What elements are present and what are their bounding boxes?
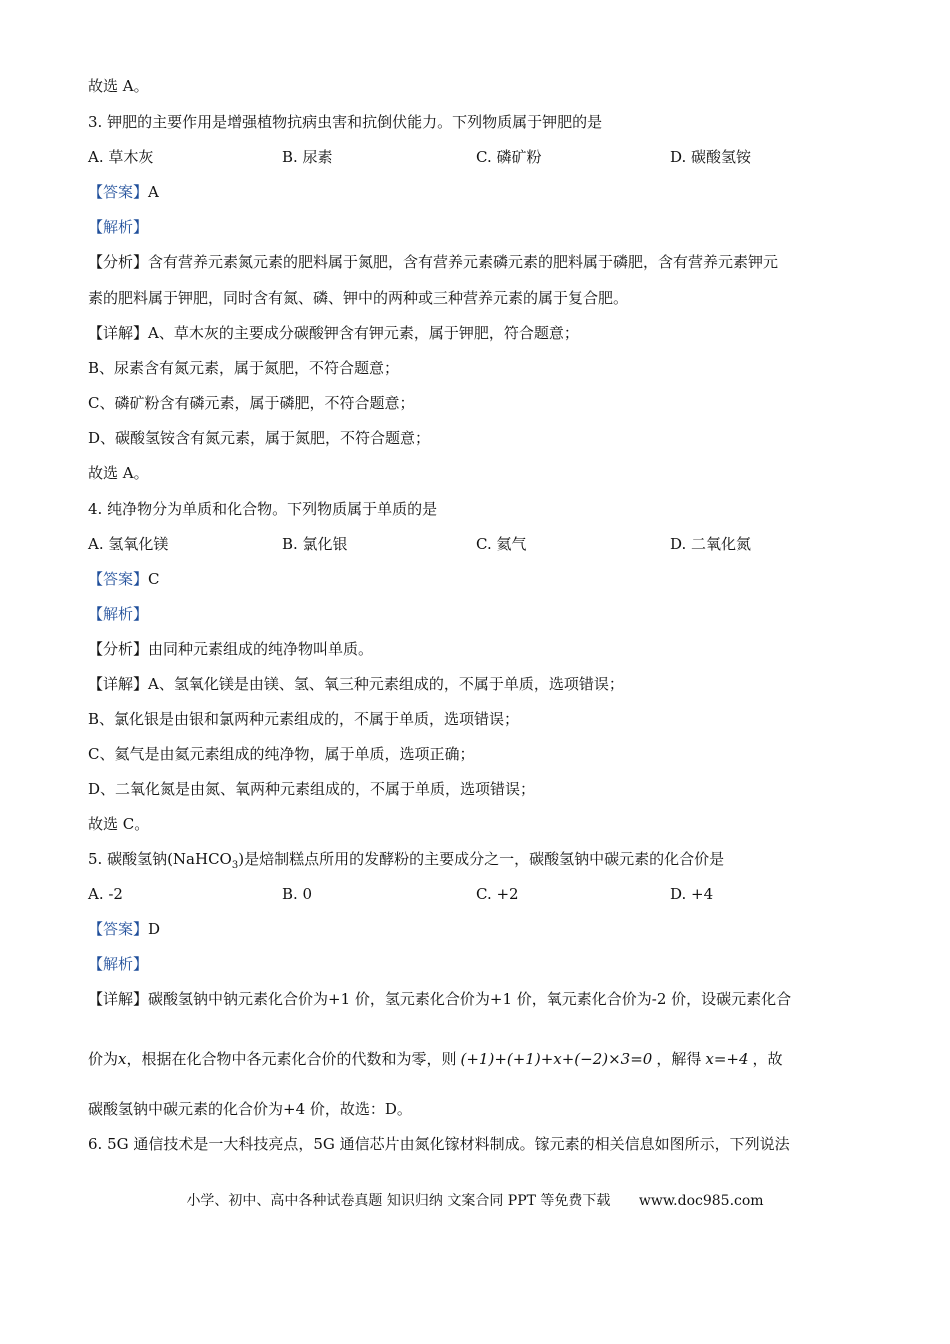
q3-conclusion: 故选 A。 (88, 464, 149, 482)
text-segment: ，故 (752, 1050, 783, 1068)
text-segment: ，根据在化合物中各元素化合价的代数和为零，则 (126, 1050, 457, 1068)
q5-option-c: C. +2 (476, 885, 519, 903)
question-3-stem: 3. 钾肥的主要作用是增强植物抗病虫害和抗倒伏能力。下列物质属于钾肥的是 (88, 113, 603, 131)
q4-xiangjie-a (88, 674, 624, 694)
conclusion-line: 故选 A。 (88, 77, 149, 95)
answer-value: C (148, 570, 160, 588)
q5-analysis-heading: 【解析】 (88, 955, 149, 973)
q4-option-c: C. 氦气 (476, 535, 527, 553)
xiangjie-text: A、氢氧化镁是由镁、氢、氧三种元素组成的，不属于单质，选项错误； (148, 675, 624, 693)
q3-option-b: B. 尿素 (282, 148, 333, 166)
answer-tag: 【答案】 (88, 183, 149, 201)
footer-url[interactable]: www.doc985.com (638, 1193, 764, 1209)
q5-answer (88, 919, 160, 939)
text-segment: 价为 (88, 1050, 119, 1068)
q3-xiangjie-b: B、尿素含有氮元素，属于氮肥，不符合题意； (88, 359, 400, 377)
xiangjie-text: A、草木灰的主要成分碳酸钾含有钾元素，属于钾肥，符合题意； (148, 324, 579, 342)
fenxi-text: 由同种元素组成的纯净物叫单质。 (148, 640, 374, 658)
footer-text: 小学、初中、高中各种试卷真题 知识归纳 文案合同 PPT 等免费下载 (186, 1193, 611, 1209)
fenxi-text: 含有营养元素氮元素的肥料属于氮肥，含有营养元素磷元素的肥料属于磷肥，含有营养元素钾元 (148, 253, 779, 271)
q5-option-d: D. +4 (670, 885, 714, 903)
variable-x: x (118, 1050, 127, 1068)
q4-analysis-heading: 【解析】 (88, 605, 149, 623)
xiangjie-tag: 【详解】 (88, 324, 149, 342)
fenxi-tag: 【分析】 (88, 640, 149, 658)
q4-answer (88, 569, 160, 589)
q3-analysis-heading: 【解析】 (88, 218, 149, 236)
q4-conclusion: 故选 C。 (88, 815, 150, 833)
q3-answer (88, 182, 159, 202)
q5-xiangjie-1 (88, 989, 791, 1009)
q5-stem-sub: 3 (231, 860, 239, 871)
q5-option-a: A. -2 (88, 885, 123, 903)
question-6-stem: 6. 5G 通信技术是一大科技亮点，5G 通信芯片由氮化镓材料制成。镓元素的相关信息如图所示，下列说法 (88, 1135, 790, 1153)
answer-tag: 【答案】 (88, 920, 149, 938)
fenxi-tag: 【分析】 (88, 253, 149, 271)
q4-option-d: D. 二氧化氮 (670, 535, 752, 553)
q3-fenxi-2: 素的肥料属于钾肥，同时含有氮、磷、钾中的两种或三种营养元素的属于复合肥。 (88, 289, 629, 307)
q5-xiangjie-3: 碳酸氢钠中碳元素的化合价为+4 价，故选：D。 (88, 1100, 412, 1118)
xiangjie-text: 碳酸氢钠中钠元素化合价为+1 价，氢元素化合价为+1 价，氧元素化合价为-2 价，设碳元素化合 (148, 990, 792, 1008)
q5-xiangjie-2 (88, 1049, 783, 1069)
xiangjie-tag: 【详解】 (88, 990, 149, 1008)
q5-stem-post: )是焙制糕点所用的发酵粉的主要成分之一，碳酸氢钠中碳元素的化合价是 (238, 850, 725, 868)
question-5-stem (88, 849, 724, 876)
q4-xiangjie-b: B、氯化银是由银和氯两种元素组成的，不属于单质，选项错误； (88, 710, 520, 728)
q3-xiangjie-a (88, 323, 579, 343)
answer-value: D (148, 920, 161, 938)
q3-option-a: A. 草木灰 (88, 148, 154, 166)
q5-stem-pre: 5. 碳酸氢钠(NaHCO (88, 850, 232, 868)
q3-option-d: D. 碳酸氢铵 (670, 148, 752, 166)
question-4-stem: 4. 纯净物分为单质和化合物。下列物质属于单质的是 (88, 500, 438, 518)
q4-option-b: B. 氯化银 (282, 535, 348, 553)
q4-xiangjie-d: D、二氧化氮是由氮、氧两种元素组成的，不属于单质，选项错误； (88, 780, 536, 798)
equation: (+1)+(+1)+x+(−2)×3=0 (460, 1050, 653, 1068)
solution: x=+4 (705, 1050, 749, 1068)
page-footer (0, 1191, 950, 1211)
text-segment: ，解得 (656, 1050, 702, 1068)
q3-xiangjie-c: C、磷矿粉含有磷元素，属于磷肥，不符合题意； (88, 394, 415, 412)
q3-option-c: C. 磷矿粉 (476, 148, 542, 166)
q5-option-b: B. 0 (282, 885, 313, 903)
q4-xiangjie-c: C、氦气是由氦元素组成的纯净物，属于单质，选项正确； (88, 745, 475, 763)
answer-value: A (148, 183, 159, 201)
q3-fenxi-1 (88, 252, 778, 272)
q4-option-a: A. 氢氧化镁 (88, 535, 169, 553)
answer-tag: 【答案】 (88, 570, 149, 588)
q3-xiangjie-d: D、碳酸氢铵含有氮元素，属于氮肥，不符合题意； (88, 429, 431, 447)
q4-fenxi (88, 639, 373, 659)
xiangjie-tag: 【详解】 (88, 675, 149, 693)
